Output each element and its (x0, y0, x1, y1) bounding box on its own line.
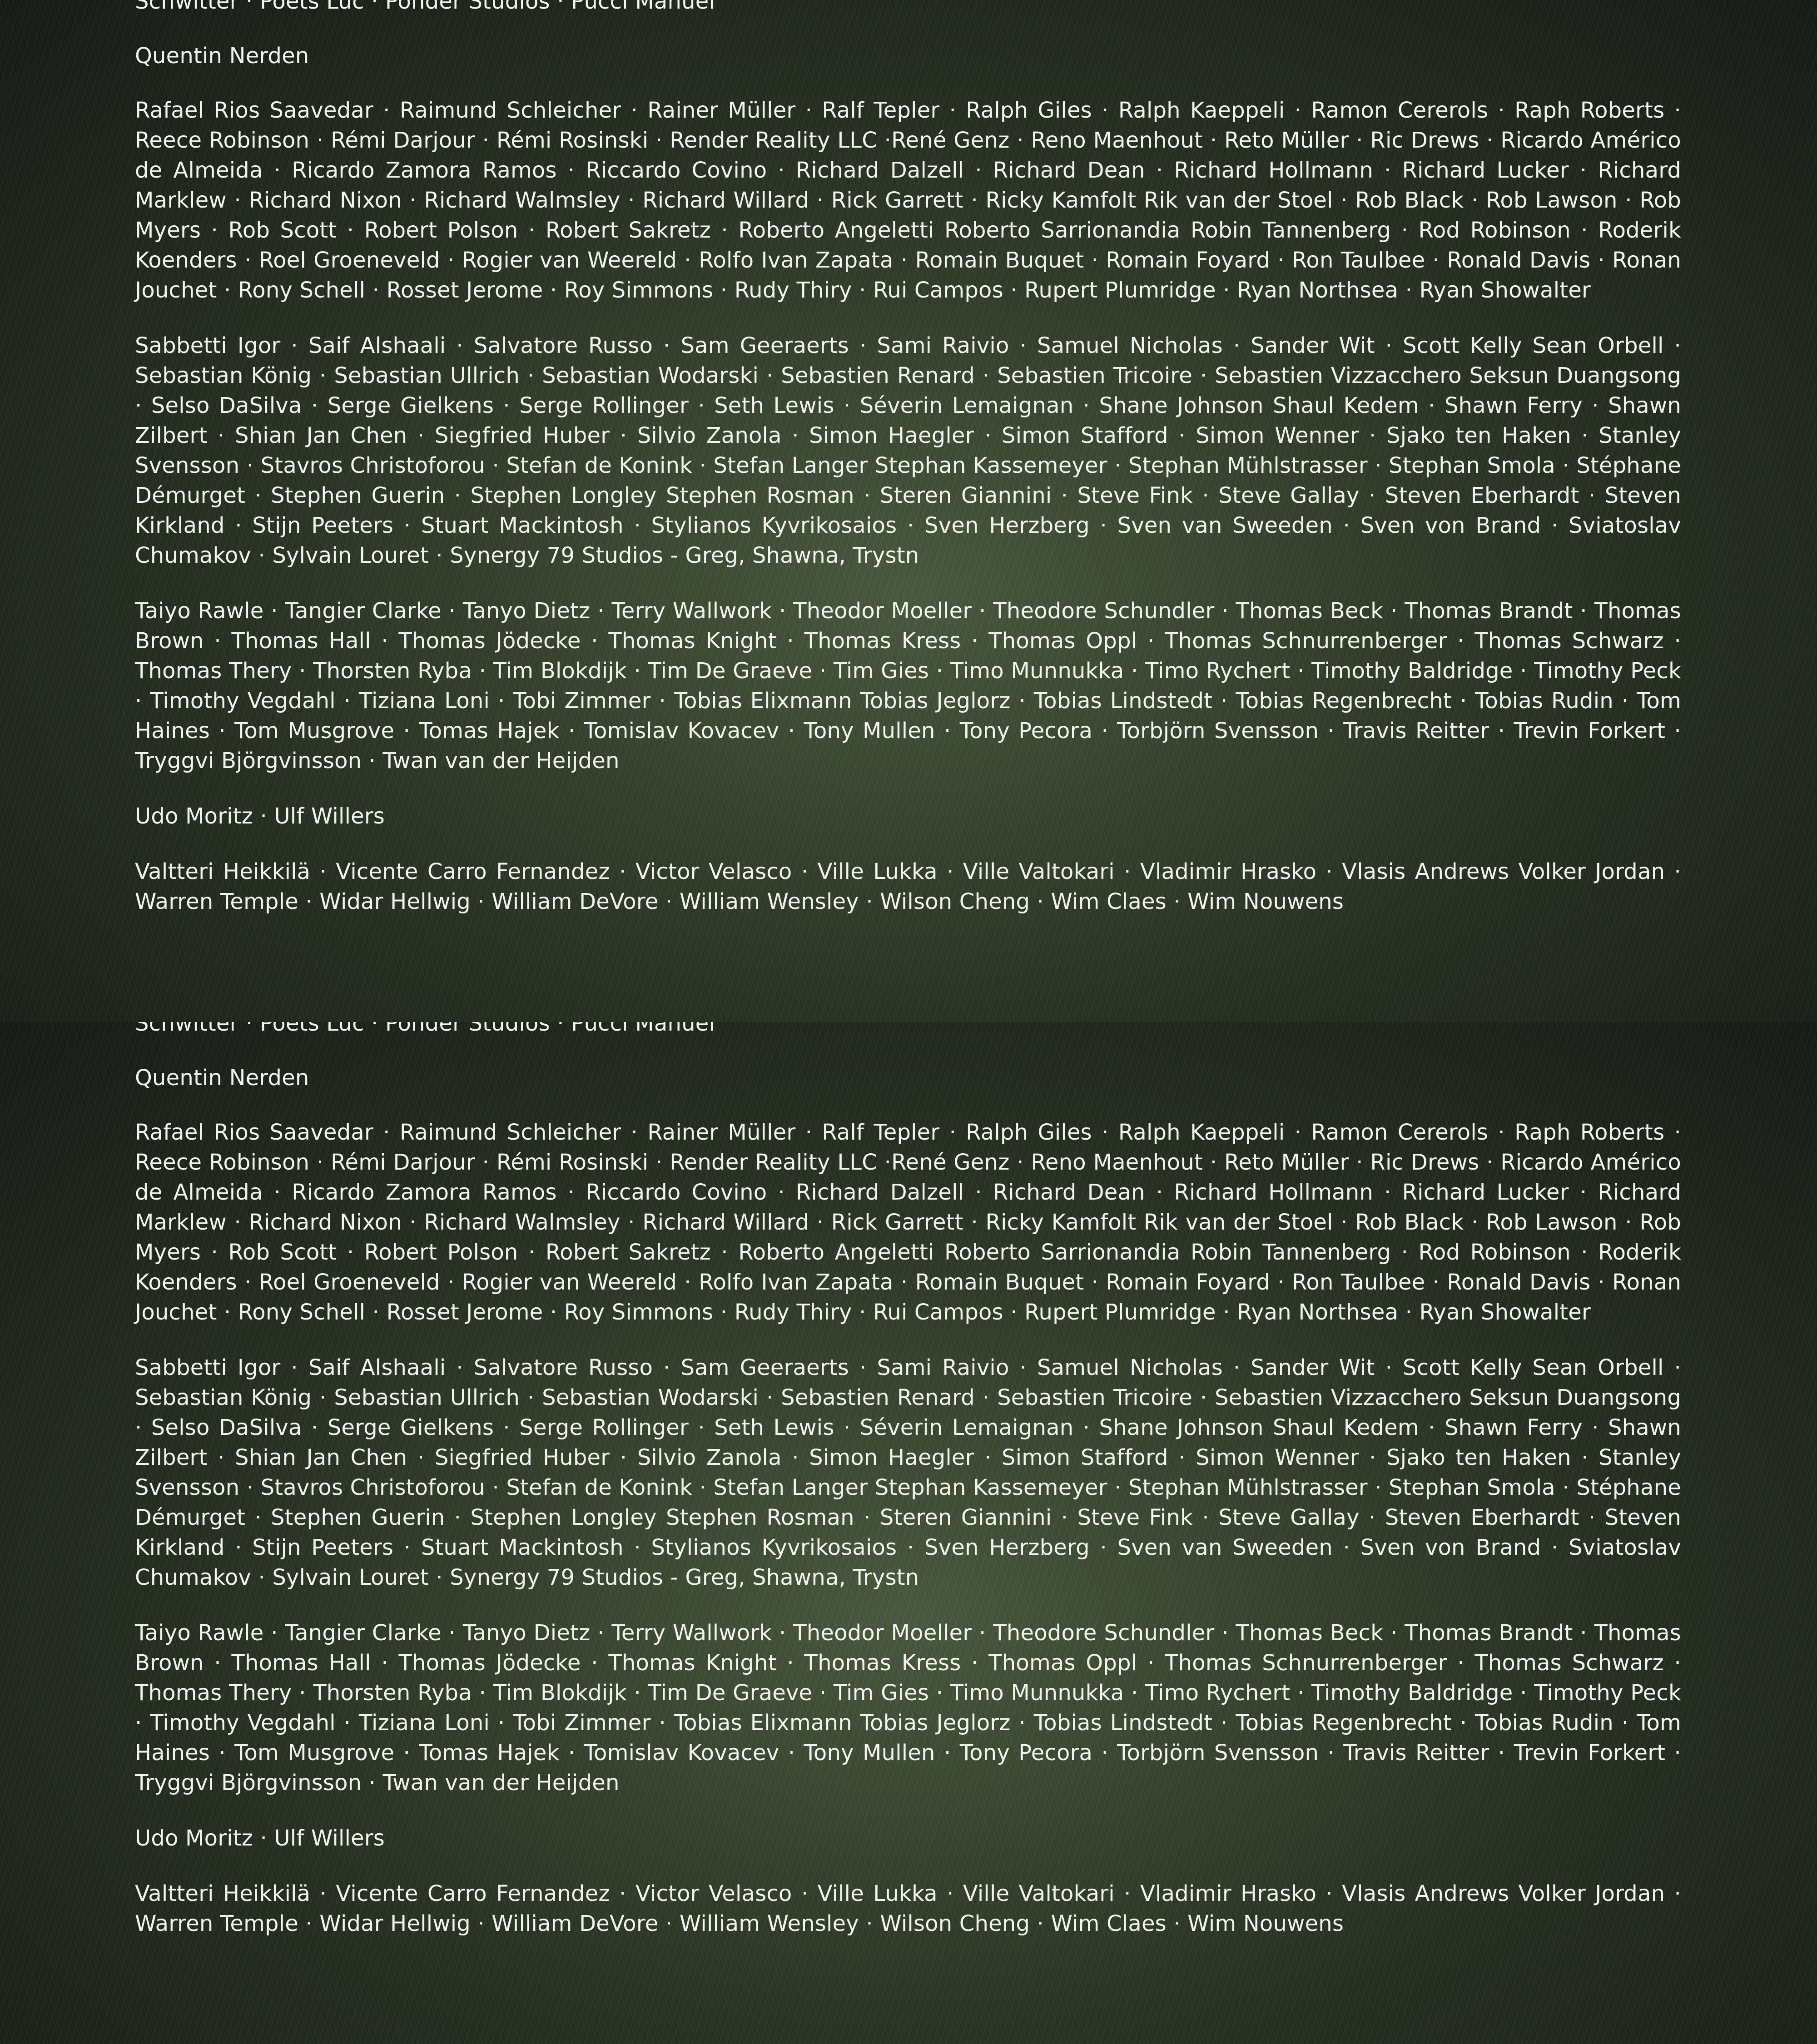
credits-block-r: Rafael Rios Saavedar · Raimund Schleicher · Rainer Müller · Ralf Tepler · Ralph Giles · Ralph Kaeppeli · Ramon Cererols · Raph Roberts · Reece Robinson · Rémi Darjour · Rémi Rosinski · Render Reality LLC ·René Genz · Reno Maenhout · Reto Müller · Ric Drews · Ricardo Américo de Almeida · Ricardo Zamora Ramos · Riccardo Covino · Richard Dalzell · Richard Dean · Richard Hollmann · Richard Lucker · Richard Marklew · Richard Nixon · Richard Walmsley · Richard Willard · Rick Garrett · Ricky Kamfolt Rik van der Stoel · Rob Black · Rob Lawson · Rob Myers · Rob Scott · Robert Polson · Robert Sakretz · Roberto Angeletti Roberto Sarrionandia Robin Tannenberg · Rod Robinson · Roderik Koenders · Roel Groeneveld · Rogier van Weereld · Rolfo Ivan Zapata · Romain Buquet · Romain Foyard · Ron Taulbee · Ronald Davis · Ronan Jouchet · Rony Schell · Rosset Jerome · Roy Simmons · Rudy Thiry · Rui Campos · Rupert Plumridge · Ryan Northsea · Ryan Showalter (135, 1117, 1681, 1327)
credits-block-r: Rafael Rios Saavedar · Raimund Schleicher · Rainer Müller · Ralf Tepler · Ralph Giles · Ralph Kaeppeli · Ramon Cererols · Raph Roberts · Reece Robinson · Rémi Darjour · Rémi Rosinski · Render Reality LLC ·René Genz · Reno Maenhout · Reto Müller · Ric Drews · Ricardo Américo de Almeida · Ricardo Zamora Ramos · Riccardo Covino · Richard Dalzell · Richard Dean · Richard Hollmann · Richard Lucker · Richard Marklew · Richard Nixon · Richard Walmsley · Richard Willard · Rick Garrett · Ricky Kamfolt Rik van der Stoel · Rob Black · Rob Lawson · Rob Myers · Rob Scott · Robert Polson · Robert Sakretz · Roberto Angeletti Roberto Sarrionandia Robin Tannenberg · Rod Robinson · Roderik Koenders · Roel Groeneveld · Rogier van Weereld · Rolfo Ivan Zapata · Romain Buquet · Romain Foyard · Ron Taulbee · Ronald Davis · Ronan Jouchet · Rony Schell · Rosset Jerome · Roy Simmons · Rudy Thiry · Rui Campos · Rupert Plumridge · Ryan Northsea · Ryan Showalter (135, 95, 1681, 305)
credits-block-q: Quentin Nerden (135, 1063, 1681, 1093)
credits-block-u: Udo Moritz · Ulf Willers (135, 1823, 1681, 1853)
credits-block-t: Taiyo Rawle · Tangier Clarke · Tanyo Dietz · Terry Wallwork · Theodor Moeller · Theodore Schundler · Thomas Beck · Thomas Brandt · Thomas Brown · Thomas Hall · Thomas Jödecke · Thomas Knight · Thomas Kress · Thomas Oppl · Thomas Schnurrenberger · Thomas Schwarz · Thomas Thery · Thorsten Ryba · Tim Blokdijk · Tim De Graeve · Tim Gies · Timo Munnukka · Timo Rychert · Timothy Baldridge · Timothy Peck · Timothy Vegdahl · Tiziana Loni · Tobi Zimmer · Tobias Elixmann Tobias Jeglorz · Tobias Lindstedt · Tobias Regenbrecht · Tobias Rudin · Tom Haines · Tom Musgrove · Tomas Hajek · Tomislav Kovacev · Tony Mullen · Tony Pecora · Torbjörn Svensson · Travis Reitter · Trevin Forkert · Tryggvi Björgvinsson · Twan van der Heijden (135, 596, 1681, 776)
credits-block-u: Udo Moritz · Ulf Willers (135, 801, 1681, 831)
credits-block-s: Sabbetti Igor · Saif Alshaali · Salvatore Russo · Sam Geeraerts · Sami Raivio · Samuel Nicholas · Sander Wit · Scott Kelly Sean Orbell · Sebastian König · Sebastian Ullrich · Sebastian Wodarski · Sebastien Renard · Sebastien Tricoire · Sebastien Vizzacchero Seksun Duangsong · Selso DaSilva · Serge Gielkens · Serge Rollinger · Seth Lewis · Séverin Lemaignan · Shane Johnson Shaul Kedem · Shawn Ferry · Shawn Zilbert · Shian Jan Chen · Siegfried Huber · Silvio Zanola · Simon Haegler · Simon Stafford · Simon Wenner · Sjako ten Haken · Stanley Svensson · Stavros Christoforou · Stefan de Konink · Stefan Langer Stephan Kassemeyer · Stephan Mühlstrasser · Stephan Smola · Stéphane Démurget · Stephen Guerin · Stephen Longley Stephen Rosman · Steren Giannini · Steve Fink · Steve Gallay · Steven Eberhardt · Steven Kirkland · Stijn Peeters · Stuart Mackintosh · Stylianos Kyvrikosaios · Sven Herzberg · Sven van Sweeden · Sven von Brand · Sviatoslav Chumakov · Sylvain Louret · Synergy 79 Studios - Greg, Shawna, Trystn (135, 1353, 1681, 1593)
credits-block-v-w: Valtteri Heikkilä · Vicente Carro Fernandez · Victor Velasco · Ville Lukka · Ville Valtokari · Vladimir Hrasko · Vlasis Andrews Volker Jordan · Warren Temple · Widar Hellwig · William DeVore · William Wensley · Wilson Cheng · Wim Claes · Wim Nouwens (135, 1879, 1681, 1939)
credits-block-q: Quentin Nerden (135, 41, 1681, 71)
credits-block-p: Schwitter · Poets Luc · Ponder Studios · Pucci Manuel (135, 1022, 1681, 1038)
credits-block-p: Schwitter · Poets Luc · Ponder Studios · Pucci Manuel (135, 0, 1681, 16)
credits-block-v-w: Valtteri Heikkilä · Vicente Carro Fernandez · Victor Velasco · Ville Lukka · Ville Valtokari · Vladimir Hrasko · Vlasis Andrews Volker Jordan · Warren Temple · Widar Hellwig · William DeVore · William Wensley · Wilson Cheng · Wim Claes · Wim Nouwens (135, 857, 1681, 917)
credits-block-t: Taiyo Rawle · Tangier Clarke · Tanyo Dietz · Terry Wallwork · Theodor Moeller · Theodore Schundler · Thomas Beck · Thomas Brandt · Thomas Brown · Thomas Hall · Thomas Jödecke · Thomas Knight · Thomas Kress · Thomas Oppl · Thomas Schnurrenberger · Thomas Schwarz · Thomas Thery · Thorsten Ryba · Tim Blokdijk · Tim De Graeve · Tim Gies · Timo Munnukka · Timo Rychert · Timothy Baldridge · Timothy Peck · Timothy Vegdahl · Tiziana Loni · Tobi Zimmer · Tobias Elixmann Tobias Jeglorz · Tobias Lindstedt · Tobias Regenbrecht · Tobias Rudin · Tom Haines · Tom Musgrove · Tomas Hajek · Tomislav Kovacev · Tony Mullen · Tony Pecora · Torbjörn Svensson · Travis Reitter · Trevin Forkert · Tryggvi Björgvinsson · Twan van der Heijden (135, 1618, 1681, 1798)
credits-block-s: Sabbetti Igor · Saif Alshaali · Salvatore Russo · Sam Geeraerts · Sami Raivio · Samuel Nicholas · Sander Wit · Scott Kelly Sean Orbell · Sebastian König · Sebastian Ullrich · Sebastian Wodarski · Sebastien Renard · Sebastien Tricoire · Sebastien Vizzacchero Seksun Duangsong · Selso DaSilva · Serge Gielkens · Serge Rollinger · Seth Lewis · Séverin Lemaignan · Shane Johnson Shaul Kedem · Shawn Ferry · Shawn Zilbert · Shian Jan Chen · Siegfried Huber · Silvio Zanola · Simon Haegler · Simon Stafford · Simon Wenner · Sjako ten Haken · Stanley Svensson · Stavros Christoforou · Stefan de Konink · Stefan Langer Stephan Kassemeyer · Stephan Mühlstrasser · Stephan Smola · Stéphane Démurget · Stephen Guerin · Stephen Longley Stephen Rosman · Steren Giannini · Steve Fink · Steve Gallay · Steven Eberhardt · Steven Kirkland · Stijn Peeters · Stuart Mackintosh · Stylianos Kyvrikosaios · Sven Herzberg · Sven van Sweeden · Sven von Brand · Sviatoslav Chumakov · Sylvain Louret · Synergy 79 Studios - Greg, Shawna, Trystn (135, 331, 1681, 571)
